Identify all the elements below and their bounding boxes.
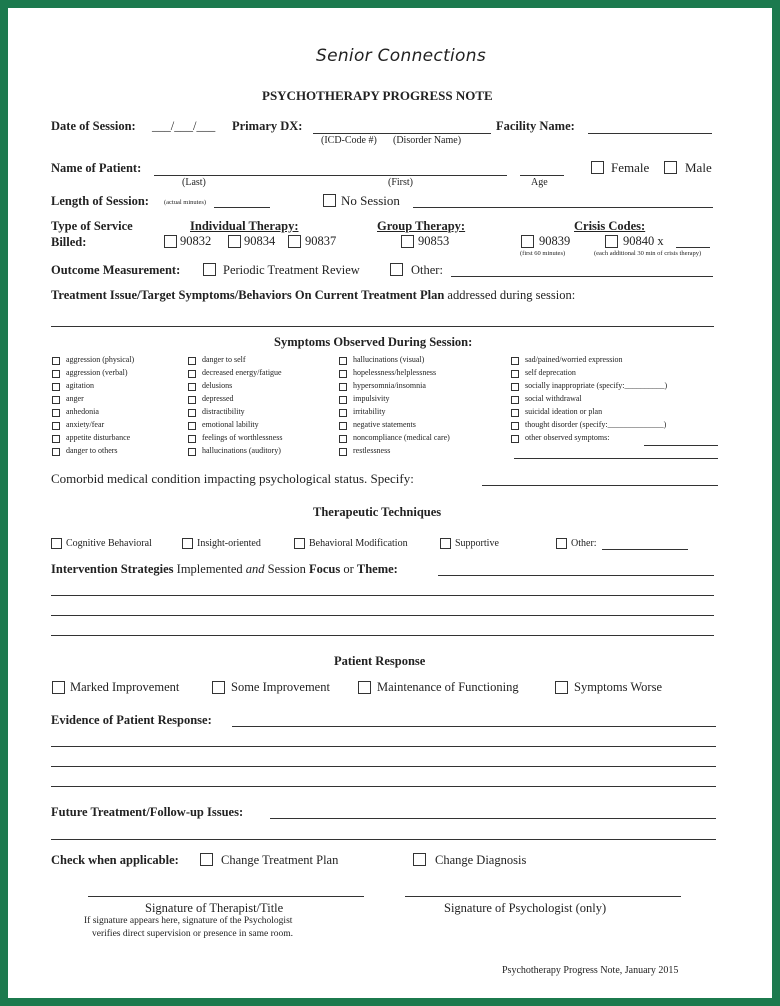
code-90840-count-field[interactable] bbox=[676, 247, 710, 248]
code-90837-label: 90837 bbox=[305, 234, 337, 248]
evidence-field-3[interactable] bbox=[51, 766, 716, 767]
symptom-label: agitation bbox=[66, 381, 94, 390]
symptom-checkbox[interactable] bbox=[511, 357, 519, 365]
symptom-label: anger bbox=[66, 394, 84, 403]
group-heading: Group Therapy: bbox=[377, 219, 466, 233]
technique-cognitive-label: Cognitive Behavioral bbox=[66, 538, 152, 549]
intervention-label: Intervention Strategies Implemented and Session Focus or Theme: bbox=[51, 562, 398, 576]
primary-dx-field[interactable] bbox=[313, 133, 491, 134]
technique-behavioral-checkbox[interactable] bbox=[294, 538, 305, 549]
code-90853-label: 90853 bbox=[418, 234, 450, 248]
intervention-field-3[interactable] bbox=[51, 615, 714, 616]
symptom-checkbox[interactable] bbox=[52, 435, 60, 443]
technique-behavioral-label: Behavioral Modification bbox=[309, 538, 408, 549]
symptom-label: delusions bbox=[202, 381, 233, 390]
technique-other-checkbox[interactable] bbox=[556, 538, 567, 549]
symptom-label: hopelessness/helplessness bbox=[353, 368, 437, 377]
last-hint: (Last) bbox=[182, 177, 206, 188]
service-label-2: Billed: bbox=[51, 235, 87, 249]
periodic-review-checkbox[interactable] bbox=[203, 263, 216, 276]
code-90839-label: 90839 bbox=[539, 234, 571, 248]
intervention-field-2[interactable] bbox=[51, 595, 714, 596]
symptom-checkbox[interactable] bbox=[52, 422, 60, 430]
length-label: Length of Session: bbox=[51, 194, 149, 208]
treatment-issue-field[interactable] bbox=[51, 326, 714, 327]
length-field[interactable] bbox=[214, 207, 270, 208]
form-title: PSYCHOTHERAPY PROGRESS NOTE bbox=[262, 88, 493, 103]
symptom-checkbox[interactable] bbox=[188, 370, 196, 378]
first-hint: (First) bbox=[388, 177, 413, 188]
future-field-1[interactable] bbox=[270, 818, 716, 819]
technique-other-label: Other: bbox=[571, 538, 597, 549]
evidence-field-4[interactable] bbox=[51, 786, 716, 787]
symptom-checkbox[interactable] bbox=[188, 357, 196, 365]
signature-note-2: verifies direct supervision or presence in same room. bbox=[92, 929, 294, 939]
no-session-checkbox[interactable] bbox=[323, 194, 336, 207]
intervention-field-4[interactable] bbox=[51, 635, 714, 636]
change-plan-label: Change Treatment Plan bbox=[221, 853, 339, 867]
symptom-checkbox[interactable] bbox=[188, 409, 196, 417]
symptom-checkbox[interactable] bbox=[511, 383, 519, 391]
crisis-heading: Crisis Codes: bbox=[574, 219, 646, 233]
form-page bbox=[8, 8, 772, 998]
code-90834-label: 90834 bbox=[244, 234, 276, 248]
symptom-label: decreased energy/fatigue bbox=[202, 368, 282, 377]
symptom-checkbox[interactable] bbox=[339, 357, 347, 365]
symptom-label: suicidal ideation or plan bbox=[525, 407, 603, 416]
technique-supportive-label: Supportive bbox=[455, 538, 499, 549]
symptom-checkbox[interactable] bbox=[511, 370, 519, 378]
code-90837-checkbox[interactable] bbox=[288, 235, 301, 248]
response-marked-label: Marked Improvement bbox=[70, 680, 180, 694]
symptom-checkbox[interactable] bbox=[188, 422, 196, 430]
symptom-checkbox[interactable] bbox=[511, 422, 519, 430]
length-hint: (actual minutes) bbox=[164, 199, 207, 206]
therapist-signature-line[interactable] bbox=[88, 896, 364, 897]
psychologist-signature-line[interactable] bbox=[405, 896, 681, 897]
applicable-label: Check when applicable: bbox=[51, 853, 179, 867]
symptom-checkbox[interactable] bbox=[188, 396, 196, 404]
symptom-label: other observed symptoms: bbox=[525, 433, 610, 442]
symptom-label: self deprecation bbox=[525, 368, 576, 377]
icd-hint: (ICD-Code #) bbox=[321, 135, 377, 146]
patient-name-field[interactable] bbox=[154, 175, 507, 176]
response-heading: Patient Response bbox=[334, 654, 426, 668]
symptom-checkbox[interactable] bbox=[188, 448, 196, 456]
symptom-checkbox[interactable] bbox=[511, 409, 519, 417]
symptom-label: impulsivity bbox=[353, 394, 390, 403]
crisis-hint-1: (first 60 minutes) bbox=[520, 250, 566, 257]
signature-note-1: If signature appears here, signature of the Psychologist bbox=[84, 916, 293, 926]
facility-field[interactable] bbox=[588, 133, 712, 134]
outcome-other-checkbox[interactable] bbox=[390, 263, 403, 276]
disorder-hint: (Disorder Name) bbox=[393, 135, 462, 146]
outcome-other-field[interactable] bbox=[451, 276, 713, 277]
symptom-label: emotional lability bbox=[202, 420, 259, 429]
code-90840-checkbox[interactable] bbox=[605, 235, 618, 248]
symptom-label: anhedonia bbox=[66, 407, 99, 416]
response-maintenance-label: Maintenance of Functioning bbox=[377, 680, 519, 694]
symptom-checkbox[interactable] bbox=[52, 409, 60, 417]
comorbid-field[interactable] bbox=[482, 485, 718, 486]
code-90840-label: 90840 x bbox=[623, 234, 664, 248]
org-name: Senior Connections bbox=[316, 46, 486, 66]
symptom-checkbox[interactable] bbox=[339, 396, 347, 404]
symptom-checkbox[interactable] bbox=[52, 396, 60, 404]
symptom-label: aggression (physical) bbox=[66, 355, 135, 364]
primary-dx-label: Primary DX: bbox=[232, 119, 303, 133]
symptom-label: restlessness bbox=[353, 446, 391, 455]
service-label-1: Type of Service bbox=[51, 219, 133, 233]
comorbid-label: Comorbid medical condition impacting psychological status. Specify: bbox=[51, 471, 414, 486]
periodic-review-label: Periodic Treatment Review bbox=[223, 263, 360, 277]
symptom-label: sad/pained/worried expression bbox=[525, 355, 623, 364]
therapist-signature-label: Signature of Therapist/Title bbox=[145, 901, 284, 915]
date-label: Date of Session: bbox=[51, 119, 136, 133]
intervention-field-1[interactable] bbox=[438, 575, 714, 576]
symptom-checkbox[interactable] bbox=[339, 409, 347, 417]
symptom-label: depressed bbox=[202, 394, 234, 403]
symptom-checkbox[interactable] bbox=[339, 448, 347, 456]
symptom-checkbox[interactable] bbox=[188, 435, 196, 443]
code-90832-label: 90832 bbox=[180, 234, 212, 248]
response-marked-checkbox[interactable] bbox=[52, 681, 65, 694]
code-90832-checkbox[interactable] bbox=[164, 235, 177, 248]
symptom-label: negative statements bbox=[353, 420, 416, 429]
no-session-field[interactable] bbox=[413, 207, 713, 208]
technique-supportive-checkbox[interactable] bbox=[440, 538, 451, 549]
code-90839-checkbox[interactable] bbox=[521, 235, 534, 248]
symptom-label: danger to others bbox=[66, 446, 118, 455]
facility-label: Facility Name: bbox=[496, 119, 575, 133]
future-label: Future Treatment/Follow-up Issues: bbox=[51, 805, 244, 819]
symptom-label: socially inappropriate (specify:__________) bbox=[525, 381, 668, 390]
age-hint: Age bbox=[531, 177, 548, 188]
change-dx-checkbox[interactable] bbox=[413, 853, 426, 866]
no-session-label: No Session bbox=[341, 193, 400, 208]
outcome-label: Outcome Measurement: bbox=[51, 263, 181, 277]
response-some-checkbox[interactable] bbox=[212, 681, 225, 694]
footer-text: Psychotherapy Progress Note, January 2015 bbox=[502, 965, 679, 976]
code-90834-checkbox[interactable] bbox=[228, 235, 241, 248]
symptom-label: noncompliance (medical care) bbox=[353, 433, 450, 442]
symptom-checkbox[interactable] bbox=[339, 435, 347, 443]
male-checkbox[interactable] bbox=[664, 161, 677, 174]
crisis-hint-2: (each additional 30 min of crisis therapy) bbox=[594, 250, 702, 257]
symptom-label: hallucinations (auditory) bbox=[202, 446, 281, 455]
technique-other-field[interactable] bbox=[602, 549, 688, 550]
response-worse-label: Symptoms Worse bbox=[574, 680, 663, 694]
outcome-other-label: Other: bbox=[411, 263, 443, 277]
technique-cognitive-checkbox[interactable] bbox=[51, 538, 62, 549]
evidence-field-2[interactable] bbox=[51, 746, 716, 747]
symptom-checkbox[interactable] bbox=[511, 435, 519, 443]
individual-heading: Individual Therapy: bbox=[190, 219, 299, 233]
technique-insight-checkbox[interactable] bbox=[182, 538, 193, 549]
male-label: Male bbox=[685, 160, 712, 175]
symptom-label: danger to self bbox=[202, 355, 246, 364]
symptom-checkbox[interactable] bbox=[511, 396, 519, 404]
psychologist-signature-label: Signature of Psychologist (only) bbox=[444, 901, 607, 915]
symptom-checkbox[interactable] bbox=[52, 357, 60, 365]
patient-label: Name of Patient: bbox=[51, 161, 142, 175]
treatment-issue-label: Treatment Issue/Target Symptoms/Behaviors On Current Treatment Plan addressed during session: bbox=[51, 288, 576, 302]
symptom-label: social withdrawal bbox=[525, 394, 582, 403]
symptoms-heading: Symptoms Observed During Session: bbox=[274, 335, 473, 349]
evidence-field-1[interactable] bbox=[232, 726, 716, 727]
other-symptoms-field[interactable] bbox=[644, 445, 718, 446]
symptom-checkbox[interactable] bbox=[52, 383, 60, 391]
symptom-label: feelings of worthlessness bbox=[202, 433, 283, 442]
female-checkbox[interactable] bbox=[591, 161, 604, 174]
technique-insight-label: Insight-oriented bbox=[197, 538, 261, 549]
response-worse-checkbox[interactable] bbox=[555, 681, 568, 694]
symptom-checkbox[interactable] bbox=[52, 370, 60, 378]
symptom-label: hypersomnia/insomnia bbox=[353, 381, 426, 390]
response-some-label: Some Improvement bbox=[231, 680, 330, 694]
symptom-checkbox[interactable] bbox=[339, 422, 347, 430]
date-field[interactable]: ___/___/___ bbox=[152, 119, 216, 133]
symptom-checkbox[interactable] bbox=[339, 383, 347, 391]
symptom-label: distractibility bbox=[202, 407, 245, 416]
symptom-label: irritability bbox=[353, 407, 386, 416]
other-symptoms-field-2[interactable] bbox=[514, 458, 718, 459]
evidence-label: Evidence of Patient Response: bbox=[51, 713, 212, 727]
techniques-heading: Therapeutic Techniques bbox=[313, 505, 442, 519]
response-maintenance-checkbox[interactable] bbox=[358, 681, 371, 694]
female-label: Female bbox=[611, 160, 650, 175]
symptom-label: hallucinations (visual) bbox=[353, 355, 425, 364]
symptom-label: thought disorder (specify:______________) bbox=[525, 420, 667, 429]
symptom-checkbox[interactable] bbox=[52, 448, 60, 456]
symptom-label: anxiety/fear bbox=[66, 420, 105, 429]
age-field[interactable] bbox=[520, 175, 564, 176]
symptom-label: appetite disturbance bbox=[66, 433, 131, 442]
future-field-2[interactable] bbox=[51, 839, 716, 840]
change-plan-checkbox[interactable] bbox=[200, 853, 213, 866]
symptom-checkbox[interactable] bbox=[188, 383, 196, 391]
change-dx-label: Change Diagnosis bbox=[435, 853, 527, 867]
symptom-label: aggression (verbal) bbox=[66, 368, 128, 377]
symptom-checkbox[interactable] bbox=[339, 370, 347, 378]
code-90853-checkbox[interactable] bbox=[401, 235, 414, 248]
